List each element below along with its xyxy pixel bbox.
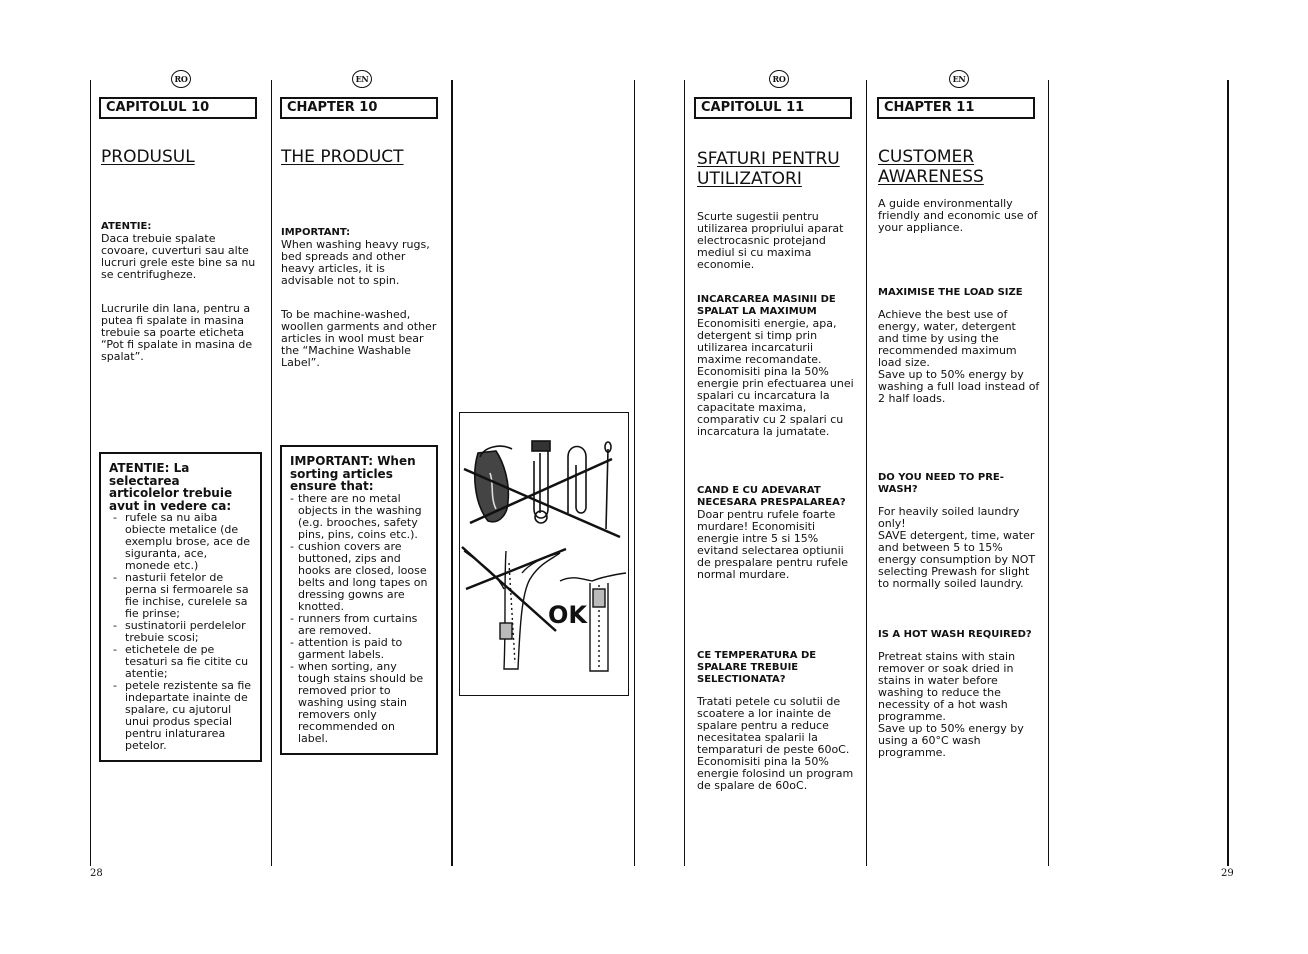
tip-heading: CAND E CU ADEVARAT NECESARA PRESPALAREA? [697,485,846,508]
tip-body: Doar pentru rufele foarte murdare! Economisiti energie intre 5 si 15% evitand selectarea optiunii de prespalare pentru rufele normal murdare. [697,508,849,581]
chapter-heading: CAPITOLUL 11 [694,97,852,119]
sorting-warning-box [99,452,262,762]
list-item: - there are no metal objects in the washing (e.g. brooches, safety pins, pins, coins etc.). [290,493,428,541]
tip-body: Tratati petele cu solutii de scoatere a lor inainte de spalare pentru a reduce necesitatea spalarii la temparaturi de peste 60oC. Economisiti pina la 50% energie folosind un program de spalare de 60oC. [697,695,854,792]
important-label: IMPORTANT: [281,227,351,238]
important-note [281,226,439,287]
tip-body: Achieve the best use of energy, water, detergent and time by using the recommended maximum load size. Save up to 50% energy by washing a full load instead of 2 half loads. [878,308,1040,405]
attention-label: ATENTIE: [101,221,152,232]
chapter-heading: CHAPTER 11 [877,97,1035,119]
needle-icon [605,442,611,529]
wool-note: To be machine-washed, woollen garments and other articles in wool must bear the “Machine Washable Label”. [281,308,437,369]
column-rule [1048,80,1049,866]
column-rule [271,80,272,866]
tip-heading: CE TEMPERATURA DE SPALARE TREBUIE SELECTIONATA? [697,650,817,685]
tip-heading: INCARCAREA MASINII DE SPALAT LA MAXIMUM [697,294,836,317]
wool-note: Lucrurile din lana, pentru a putea fi spalate in masina trebuie sa poarte eticheta “Pot fi spalate in masina de spalat”. [101,302,253,363]
language-badge-ro: RO [171,70,191,88]
chapter-heading: CAPITOLUL 10 [99,97,257,119]
list-item: - nasturii fetelor de perna si fermoarele sa fie inchise, curelele sa fie prinse; [109,572,252,620]
tip-heading: MAXIMISE THE LOAD SIZE [878,287,1023,298]
box-heading: IMPORTANT: When sorting articles ensure that: [290,454,416,493]
tip-section [878,629,1040,759]
list-item: - attention is paid to garment labels. [290,637,428,661]
sorting-list [290,493,428,745]
list-item: - cushion covers are buttoned, zips and hooks are closed, loose belts and long tapes on dressing gowns are knotted. [290,541,428,613]
tip-heading: IS A HOT WASH REQUIRED? [878,629,1032,640]
column-rule [634,80,635,866]
language-badge-ro: RO [769,70,789,88]
tip-section [878,472,1040,590]
column-rule [684,80,685,866]
ok-label: OK [548,601,587,629]
page-number: 28 [90,868,103,879]
tip-section [697,485,857,581]
tip-section [697,650,857,792]
intro-text: Scurte sugestii pentru utilizarea propriului aparat electrocasnic protejand mediul si cu maxima economie. [697,210,844,271]
sorting-illustration [459,412,629,696]
column-rule [1227,80,1229,866]
metal-objects-zips-illustration [460,413,628,695]
list-item: - rufele sa nu aiba obiecte metalice (de exemplu brose, ace de siguranta, ace, monede etc.) [109,512,252,572]
intro-text: A guide environmentally friendly and economic use of your appliance. [878,197,1038,234]
language-badge-en: EN [949,70,969,88]
safety-pin-icon [532,441,550,523]
box-heading: ATENTIE: La selectarea articolelor trebuie avut in vedere ca: [109,461,233,513]
tip-body: For heavily soiled laundry only! SAVE detergent, time, water and between 5 to 15% energy consumption by NOT selecting Prewash for slight to normally soiled laundry. [878,505,1036,590]
tip-heading: DO YOU NEED TO PRE-WASH? [878,472,1004,495]
list-item: - petele rezistente sa fie indepartate inainte de spalare, cu ajutorul unui produs special pentru inlaturarea petelor. [109,680,252,752]
sorting-list [109,512,252,752]
attention-text: Daca trebuie spalate covoare, cuverturi sau alte lucruri grele este bine sa nu se centrifugheze. [101,232,256,281]
column-rule [451,80,453,866]
list-item: - sustinatorii perdelelor trebuie scosi; [109,620,252,644]
list-item: - etichetele de pe tesaturi sa fie citite cu atentie; [109,644,252,680]
open-zip-icon [464,551,560,669]
attention-note [101,220,257,281]
section-title: PRODUSUL [101,147,195,167]
section-title: CUSTOMER AWARENESS [878,147,984,187]
chapter-heading: CHAPTER 10 [280,97,438,119]
tip-body: Pretreat stains with stain remover or soak dried in stains in water before washing to reduce the necessity of a hot wash programme. Save up to 50% energy by using a 60°C wash programme. [878,650,1024,759]
page-number: 29 [1221,868,1234,879]
paper-clip-icon [568,447,586,514]
language-badge-en: EN [352,70,372,88]
important-text: When washing heavy rugs, bed spreads and other heavy articles, it is advisable not to spin. [281,238,430,287]
brooch-icon [475,446,512,522]
column-rule [866,80,867,866]
tip-body: Economisiti energie, apa, detergent si timp prin utilizarea incarcaturii maxime recomandate. Economisiti pina la 50% energie prin efectuarea unei spalari cu incarcatura la capacitate maxima, comparativ cu 2 spalari cu incarcatura la jumatate. [697,317,854,438]
section-title: SFATURI PENTRU UTILIZATORI [697,149,840,189]
sorting-warning-box [280,445,438,755]
section-title: THE PRODUCT [281,147,404,167]
column-rule [90,80,91,866]
list-item: - runners from curtains are removed. [290,613,428,637]
tip-section [697,294,857,438]
tip-section [878,287,1040,405]
list-item: - when sorting, any tough stains should be removed prior to washing using stain removers only recommended on label. [290,661,428,745]
